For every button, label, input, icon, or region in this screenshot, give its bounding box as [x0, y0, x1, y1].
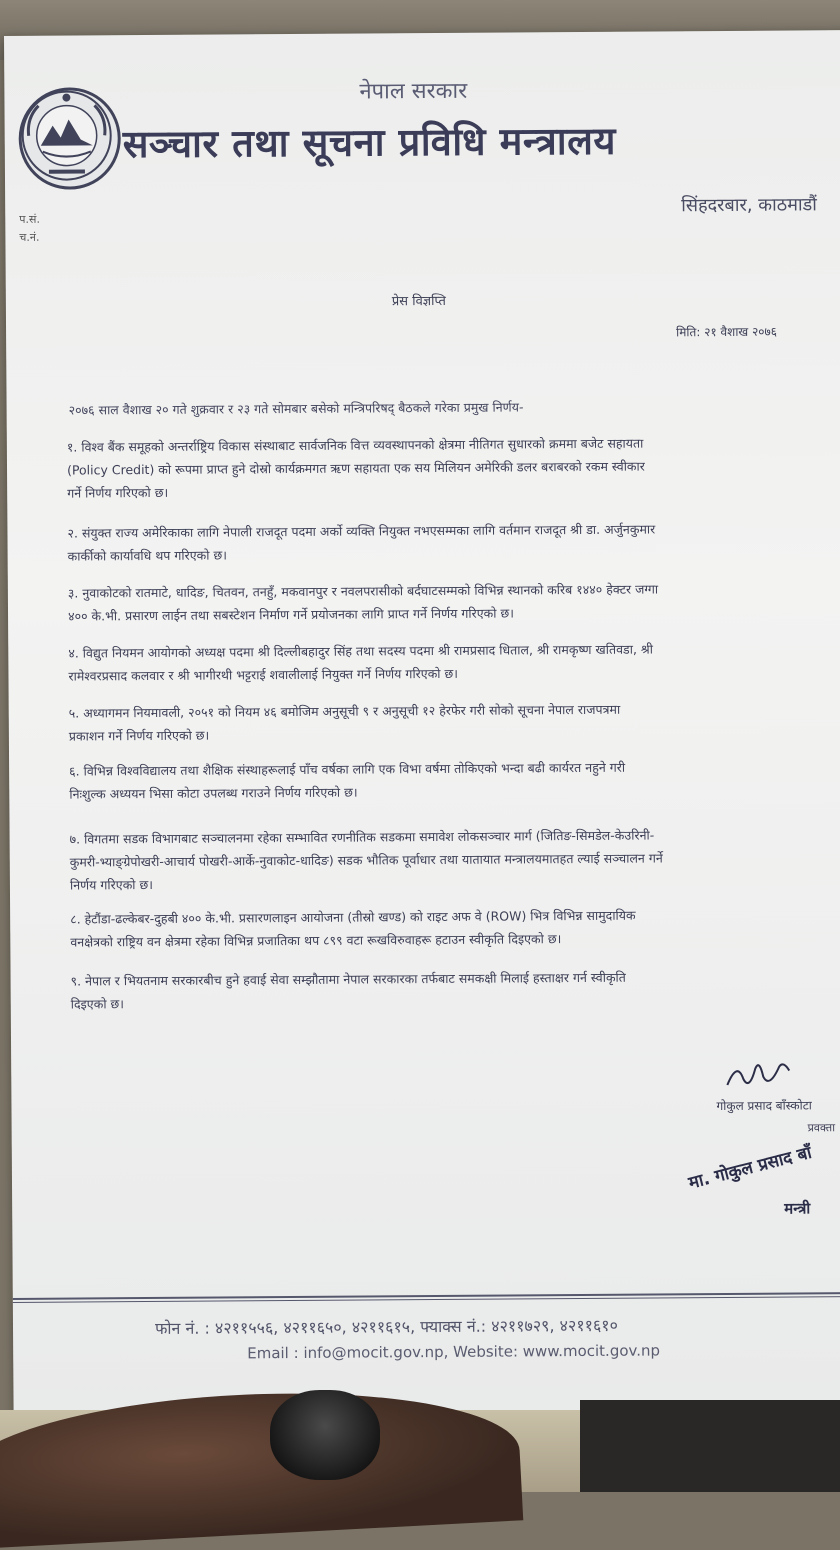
item-line: प्रकाशन गर्ने निर्णय गरिएको छ।	[68, 727, 210, 744]
item-line: ३. नुवाकोटको रातमाटे, धादिङ, चितवन, तनहुँ, मकवानपुर र नवलपरासीको बर्दघाटसम्मको विभिन्न स्थानको करिब १४४० हेक्टर जग्गा	[67, 581, 659, 601]
footer-phone: फोन नं. : ४२११५५६, ४२११६५०, ४२११६१५, फ्याक्स नं.: ४२११७२९, ४२११६१०	[154, 1315, 618, 1338]
spokesperson-name: गोकुल प्रसाद बाँस्कोटा	[716, 1098, 812, 1114]
handwritten-signature	[723, 1055, 793, 1099]
decision-item-7	[70, 822, 810, 896]
ministry-name: सञ्चार तथा सूचना प्रविधि मन्त्रालय	[122, 117, 617, 167]
government-emblem-icon	[18, 87, 121, 190]
item-line: (Policy Credit) को रूपमा प्राप्त हुने दोस्रो कार्यक्रमगत ऋण सहायता एक सय मिलियन अमेरिकी डलर बराबरको रकम स्वीकार	[66, 458, 645, 478]
item-line: ४०० के.भी. प्रसारण लाईन तथा सबस्टेशन निर्माण गर्ने प्रयोजनका लागि प्राप्त गर्ने निर्णय गरिएको छ।	[67, 605, 515, 624]
decision-item-8	[70, 902, 810, 953]
decision-item-1	[67, 430, 807, 504]
item-line: ४. विद्युत नियमन आयोगको अध्यक्ष पदमा श्री दिल्लीबहादुर सिंह तथा सदस्य पदमा श्री रामप्रसाद धिताल, श्री रामकृष्ण खतिवडा, श्री	[68, 641, 654, 661]
item-line: कार्कीको कार्यावधि थप गरिएको छ।	[67, 547, 228, 564]
ref-pa-label: प.सं.	[19, 212, 41, 226]
document-title: प्रेस विज्ञप्ति	[391, 293, 446, 310]
footer-contact: Email : info@mocit.gov.np, Website: www.mocit.gov.np	[247, 1341, 661, 1363]
item-line: ५. अध्यागमन नियमावली, २०५१ को नियम ४६ बमोजिम अनुसूची ९ र अनुसूची १२ हेरफेर गरी सोको सूचना नेपाल राजपत्रमा	[68, 701, 621, 721]
item-line: ६. विभिन्न विश्वविद्यालय तथा शैक्षिक संस्थाहरूलाई पाँच वर्षका लागि एक विभा वर्षमा तोकिएको भन्दा बढी कार्यरत नहुने गरी	[69, 759, 626, 779]
item-line: रामेश्वरप्रसाद कलवार र श्री भागीरथी भट्टराई शवालीलाई नियुक्त गर्ने निर्णय गरिएको छ।	[68, 665, 459, 684]
item-line: निर्णय गरिएको छ।	[69, 876, 154, 893]
background-corner	[580, 1400, 840, 1492]
item-line: गर्ने निर्णय गरिएको छ।	[67, 484, 169, 501]
decision-item-2	[67, 516, 807, 567]
thumb	[270, 1390, 380, 1480]
document-page	[4, 30, 840, 1420]
item-line: १. विश्व बैंक समूहको अन्तर्राष्ट्रिय विकास संस्थाबाट सार्वजनिक वित्त व्यवस्थापनको क्षेत्रमा नीतिगत सुधारको क्रममा बजेट सहायता	[66, 435, 644, 455]
ref-cha-label: च.नं.	[19, 230, 40, 244]
decision-intro: २०७६ साल वैशाख २० गते शुक्रवार र २३ गते सोमबार बसेको मन्त्रिपरिषद् बैठकले गरेका प्रमुख निर्णय-	[68, 399, 524, 418]
decision-item-9	[71, 964, 811, 1015]
decision-item-4	[68, 636, 808, 687]
item-line: ९. नेपाल र भियतनाम सरकारबीच हुने हवाई सेवा सम्झौतामा नेपाल सरकारका तर्फबाट समकक्षी मिलाई हस्ताक्षर गर्न स्वीकृति	[70, 969, 626, 989]
minister-stamp-name: मा. गोकुल प्रसाद बाँ	[686, 1142, 814, 1194]
decision-item-3	[68, 576, 808, 627]
item-line: ८. हेटौंडा-ढल्केबर-दुहबी ४०० के.भी. प्रसारणलाइन आयोजना (तीस्रो खण्ड) को राइट अफ वे (ROW) भित्र विभिन्न सामुदायिक	[70, 907, 636, 927]
item-line: निःशुल्क अध्ययन भिसा कोटा उपलब्ध गराउने निर्णय गरिएको छ।	[69, 784, 358, 802]
item-line: वनक्षेत्रको राष्ट्रिय वन क्षेत्रमा रहेका विभिन्न प्रजातिका थप ८९९ वटा रूखविरुवाहरू हटाउन स्वीकृति दिइएको छ।	[70, 931, 562, 950]
office-location: सिंहदरबार, काठमाडौं	[681, 194, 817, 217]
item-line: २. संयुक्त राज्य अमेरिकाका लागि नेपाली राजदूत पदमा अर्को व्यक्ति नियुक्त नभएसम्मका लागि वर्तमान राजदूत श्री डा. अर्जुनकुमार	[67, 521, 656, 541]
document-date: मिति: २१ वैशाख २०७६	[676, 324, 778, 340]
spokesperson-role: प्रवक्ता	[807, 1121, 836, 1135]
item-line: कुमरी-भ्याङ्ग्रेपोखरी-आचार्य पोखरी-आर्के-नुवाकोट-धादिङ) सडक भौतिक पूर्वाधार तथा यातायात मन्त्रालयमातहत ल्याई सञ्चालन गर्ने	[69, 850, 663, 870]
minister-stamp-role: मन्त्री	[784, 1199, 811, 1218]
item-line: ७. विगतमा सडक विभागबाट सञ्चालनमा रहेका सम्भावित रणनीतिक सडकमा समावेश लोकसञ्चार मार्ग (जितिङ-सिमडेल-केउरिनी-	[69, 827, 655, 847]
decision-item-6	[69, 754, 809, 805]
decision-item-5	[69, 696, 809, 747]
government-name: नेपाल सरकार	[359, 78, 468, 105]
item-line: दिइएको छ।	[70, 996, 125, 1012]
